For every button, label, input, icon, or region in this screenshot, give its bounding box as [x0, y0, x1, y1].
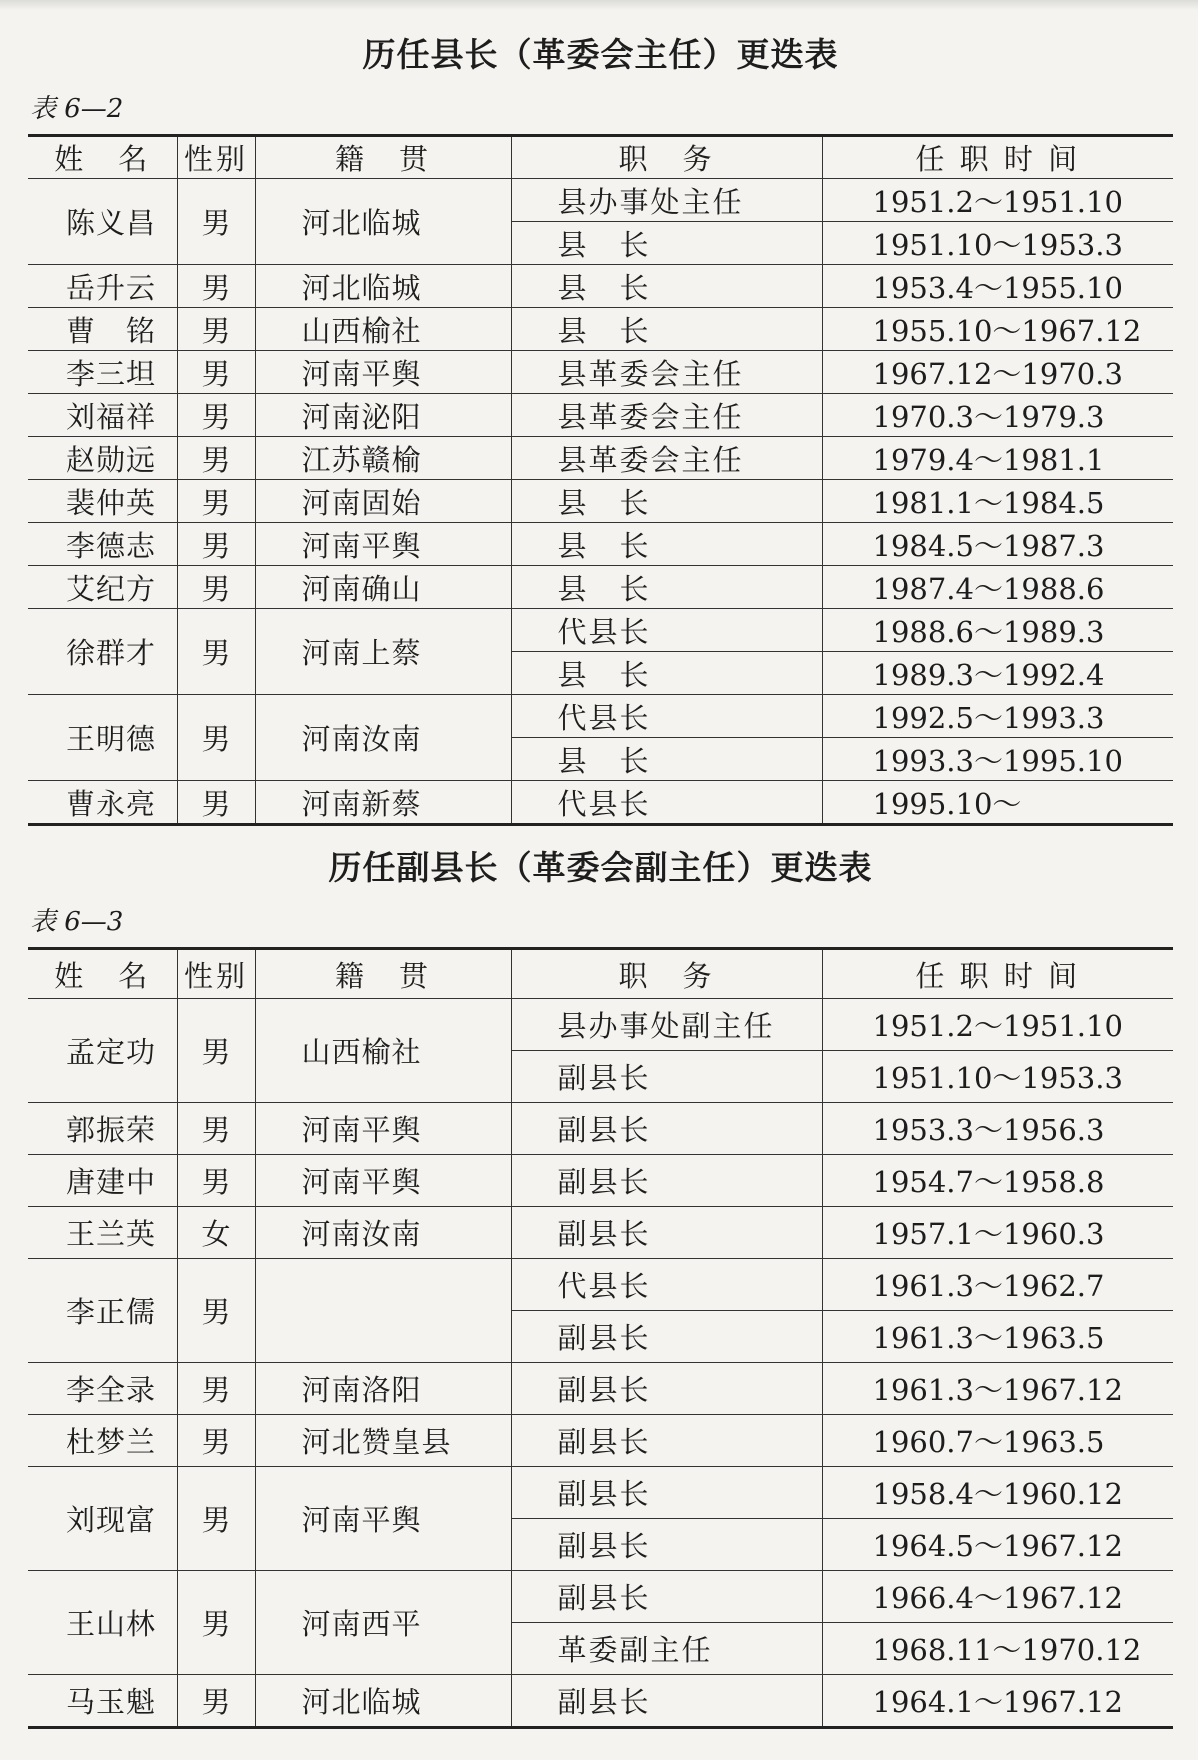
table-row: [28, 1103, 1173, 1155]
table-row: [28, 695, 1173, 738]
native-place: 山西榆社: [255, 999, 511, 1103]
person-sex: 男: [177, 1103, 255, 1155]
term-cell: 1953.4～1955.10: [822, 265, 1173, 308]
position-cell: 副县长: [511, 1415, 822, 1467]
person-name: 曹永亮: [28, 781, 177, 825]
position-cell: 县 长: [511, 265, 822, 308]
person-sex: 男: [177, 179, 255, 265]
table-row: [28, 179, 1173, 222]
col-header-position: 职 务: [511, 949, 822, 999]
term-cell: 1951.2～1951.10: [822, 179, 1173, 222]
term-cell: 1966.4～1967.12: [822, 1571, 1173, 1623]
person-sex: 男: [177, 1259, 255, 1363]
table-row: [28, 265, 1173, 308]
term-cell: 1964.5～1967.12: [822, 1519, 1173, 1571]
table-row: [28, 1415, 1173, 1467]
term-cell: 1951.10～1953.3: [822, 222, 1173, 265]
person-name: 王山林: [28, 1571, 177, 1675]
deputy-county-head-table: [28, 947, 1173, 1729]
table-row: [28, 999, 1173, 1051]
person-name: 唐建中: [28, 1155, 177, 1207]
native-place: 河南确山: [255, 566, 511, 609]
position-cell: 县革委会主任: [511, 437, 822, 480]
position-cell: 县 长: [511, 222, 822, 265]
person-sex: 男: [177, 1415, 255, 1467]
native-place: 河南平舆: [255, 523, 511, 566]
term-cell: 1988.6～1989.3: [822, 609, 1173, 652]
position-cell: 县 长: [511, 523, 822, 566]
native-place: [255, 1259, 511, 1363]
native-place: 河南平舆: [255, 351, 511, 394]
position-cell: 副县长: [511, 1103, 822, 1155]
col-header-position: 职 务: [511, 136, 822, 179]
native-place: 河南平舆: [255, 1467, 511, 1571]
col-header-native-place: 籍 贯: [255, 136, 511, 179]
table-row: [28, 480, 1173, 523]
position-cell: 县 长: [511, 652, 822, 695]
term-cell: 1989.3～1992.4: [822, 652, 1173, 695]
native-place: 河南汝南: [255, 1207, 511, 1259]
table-row: [28, 609, 1173, 652]
native-place: 河南泌阳: [255, 394, 511, 437]
person-name: 徐群才: [28, 609, 177, 695]
person-name: 李全录: [28, 1363, 177, 1415]
person-name: 马玉魁: [28, 1675, 177, 1728]
position-cell: 代县长: [511, 1259, 822, 1311]
person-name: 艾纪方: [28, 566, 177, 609]
position-cell: 县 长: [511, 480, 822, 523]
position-cell: 副县长: [511, 1519, 822, 1571]
person-sex: 男: [177, 265, 255, 308]
table1-number: 表 6—2: [30, 94, 124, 124]
table-row: [28, 1155, 1173, 1207]
position-cell: 代县长: [511, 609, 822, 652]
position-cell: 县革委会主任: [511, 351, 822, 394]
term-cell: 1970.3～1979.3: [822, 394, 1173, 437]
term-cell: 1961.3～1967.12: [822, 1363, 1173, 1415]
native-place: 河南上蔡: [255, 609, 511, 695]
person-name: 李德志: [28, 523, 177, 566]
table-row: [28, 523, 1173, 566]
term-cell: 1967.12～1970.3: [822, 351, 1173, 394]
position-cell: 县 长: [511, 566, 822, 609]
person-sex: 男: [177, 1155, 255, 1207]
col-header-sex: 性别: [177, 949, 255, 999]
table-row: [28, 394, 1173, 437]
position-cell: 县革委会主任: [511, 394, 822, 437]
person-sex: 男: [177, 1363, 255, 1415]
person-sex: 男: [177, 308, 255, 351]
person-name: 王兰英: [28, 1207, 177, 1259]
person-sex: 女: [177, 1207, 255, 1259]
person-sex: 男: [177, 1675, 255, 1728]
native-place: 山西榆社: [255, 308, 511, 351]
term-cell: 1951.10～1953.3: [822, 1051, 1173, 1103]
table-row: [28, 351, 1173, 394]
person-name: 裴仲英: [28, 480, 177, 523]
person-sex: 男: [177, 781, 255, 825]
native-place: 河北临城: [255, 265, 511, 308]
person-name: 曹 铭: [28, 308, 177, 351]
term-cell: 1979.4～1981.1: [822, 437, 1173, 480]
table-row: [28, 1467, 1173, 1519]
native-place: 河南西平: [255, 1571, 511, 1675]
person-name: 陈义昌: [28, 179, 177, 265]
term-cell: 1968.11～1970.12: [822, 1623, 1173, 1675]
table2-title: 历任副县长（革委会副主任）更迭表: [328, 848, 873, 887]
table-row: [28, 1259, 1173, 1311]
term-cell: 1995.10～: [822, 781, 1173, 825]
term-cell: 1992.5～1993.3: [822, 695, 1173, 738]
native-place: 河南平舆: [255, 1155, 511, 1207]
table-row: [28, 781, 1173, 825]
person-name: 李三坦: [28, 351, 177, 394]
term-cell: 1954.7～1958.8: [822, 1155, 1173, 1207]
person-sex: 男: [177, 609, 255, 695]
col-header-name: 姓 名: [28, 136, 177, 179]
term-cell: 1993.3～1995.10: [822, 738, 1173, 781]
native-place: 河南洛阳: [255, 1363, 511, 1415]
position-cell: 副县长: [511, 1311, 822, 1363]
position-cell: 革委副主任: [511, 1623, 822, 1675]
table-row: [28, 1207, 1173, 1259]
native-place: 河南汝南: [255, 695, 511, 781]
term-cell: 1951.2～1951.10: [822, 999, 1173, 1051]
person-sex: 男: [177, 695, 255, 781]
native-place: 河北临城: [255, 1675, 511, 1728]
person-name: 刘现富: [28, 1467, 177, 1571]
position-cell: 副县长: [511, 1675, 822, 1728]
person-name: 岳升云: [28, 265, 177, 308]
person-sex: 男: [177, 1571, 255, 1675]
person-sex: 男: [177, 523, 255, 566]
person-sex: 男: [177, 480, 255, 523]
person-sex: 男: [177, 351, 255, 394]
page-top-edge: [0, 0, 1198, 10]
table-row: [28, 308, 1173, 351]
position-cell: 县办事处主任: [511, 179, 822, 222]
position-cell: 副县长: [511, 1571, 822, 1623]
table1-title: 历任县长（革委会主任）更迭表: [362, 35, 839, 74]
person-name: 孟定功: [28, 999, 177, 1103]
term-cell: 1964.1～1967.12: [822, 1675, 1173, 1728]
term-cell: 1953.3～1956.3: [822, 1103, 1173, 1155]
person-sex: 男: [177, 1467, 255, 1571]
native-place: 河北临城: [255, 179, 511, 265]
term-cell: 1960.7～1963.5: [822, 1415, 1173, 1467]
deputy-county-head-section: [28, 843, 1173, 1729]
person-name: 王明德: [28, 695, 177, 781]
position-cell: 副县长: [511, 1207, 822, 1259]
native-place: 河北赞皇县: [255, 1415, 511, 1467]
table-row: [28, 437, 1173, 480]
table-row: [28, 1363, 1173, 1415]
term-cell: 1961.3～1962.7: [822, 1259, 1173, 1311]
person-sex: 男: [177, 999, 255, 1103]
native-place: 河南新蔡: [255, 781, 511, 825]
person-sex: 男: [177, 394, 255, 437]
col-header-native-place: 籍 贯: [255, 949, 511, 999]
table-row: [28, 566, 1173, 609]
header-row: [28, 949, 1173, 999]
position-cell: 代县长: [511, 695, 822, 738]
native-place: 河南平舆: [255, 1103, 511, 1155]
term-cell: 1955.10～1967.12: [822, 308, 1173, 351]
native-place: 河南固始: [255, 480, 511, 523]
term-cell: 1987.4～1988.6: [822, 566, 1173, 609]
person-name: 赵勋远: [28, 437, 177, 480]
table2-number: 表 6—3: [30, 907, 124, 937]
position-cell: 代县长: [511, 781, 822, 825]
person-name: 李正儒: [28, 1259, 177, 1363]
header-row: [28, 136, 1173, 179]
position-cell: 县办事处副主任: [511, 999, 822, 1051]
term-cell: 1957.1～1960.3: [822, 1207, 1173, 1259]
table-row: [28, 1675, 1173, 1728]
col-header-term: 任 职 时 间: [822, 136, 1173, 179]
position-cell: 副县长: [511, 1467, 822, 1519]
position-cell: 县 长: [511, 308, 822, 351]
person-sex: 男: [177, 437, 255, 480]
term-cell: 1958.4～1960.12: [822, 1467, 1173, 1519]
person-name: 刘福祥: [28, 394, 177, 437]
person-sex: 男: [177, 566, 255, 609]
person-name: 杜梦兰: [28, 1415, 177, 1467]
native-place: 江苏赣榆: [255, 437, 511, 480]
county-head-table: [28, 134, 1173, 826]
term-cell: 1981.1～1984.5: [822, 480, 1173, 523]
position-cell: 县 长: [511, 738, 822, 781]
term-cell: 1984.5～1987.3: [822, 523, 1173, 566]
county-head-section: [28, 30, 1173, 826]
col-header-name: 姓 名: [28, 949, 177, 999]
table-body: [28, 999, 1173, 1728]
col-header-sex: 性别: [177, 136, 255, 179]
position-cell: 副县长: [511, 1155, 822, 1207]
person-name: 郭振荣: [28, 1103, 177, 1155]
position-cell: 副县长: [511, 1363, 822, 1415]
position-cell: 副县长: [511, 1051, 822, 1103]
table-row: [28, 1571, 1173, 1623]
table-body: [28, 179, 1173, 825]
term-cell: 1961.3～1963.5: [822, 1311, 1173, 1363]
col-header-term: 任 职 时 间: [822, 949, 1173, 999]
